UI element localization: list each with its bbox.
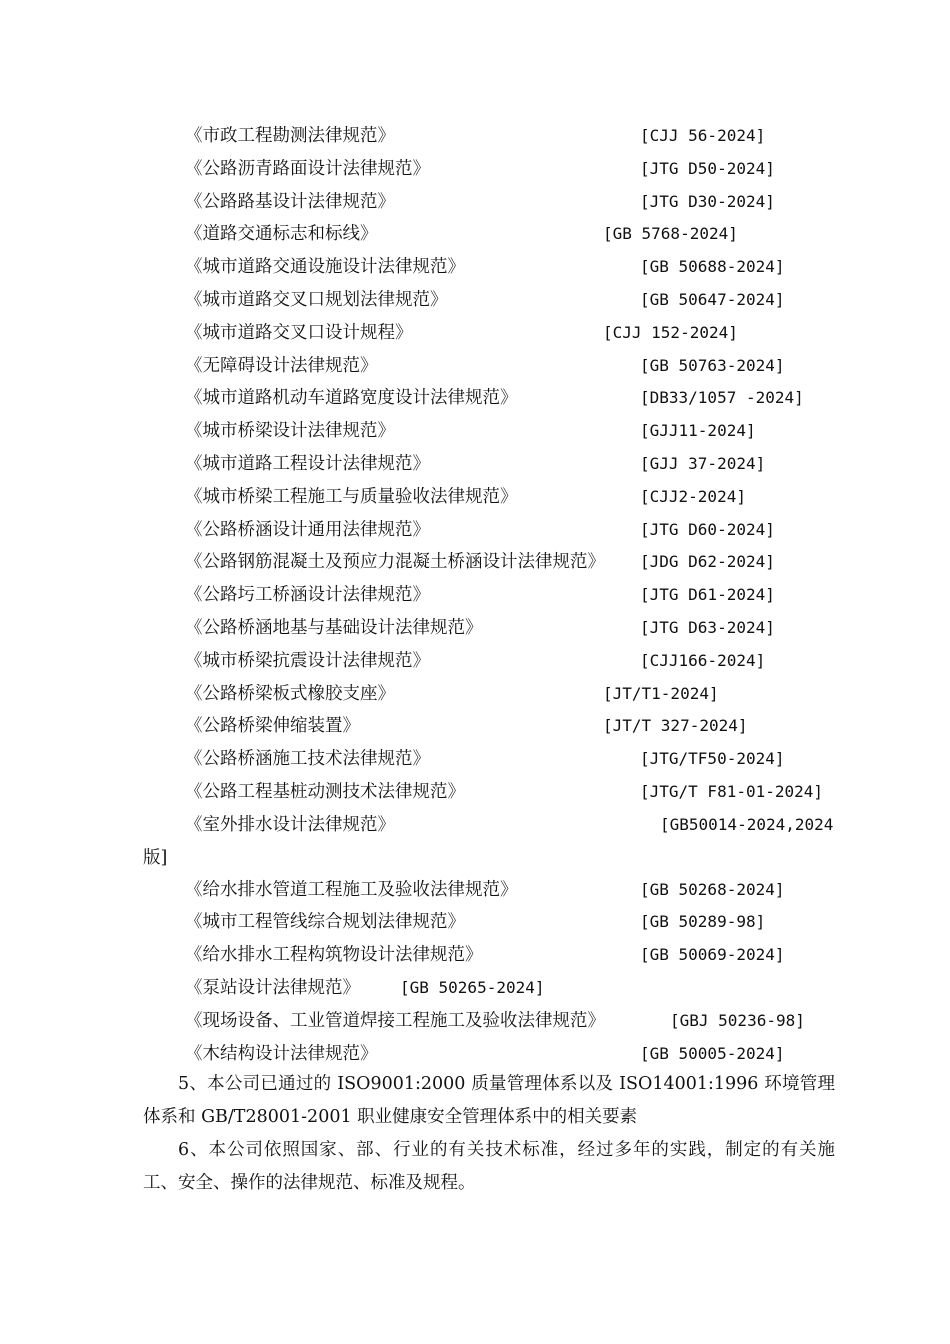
standard-code: [CJJ 152-2024]: [603, 322, 738, 342]
standard-code: [GB 50069-2024]: [640, 945, 785, 965]
standard-row: [0, 481, 950, 514]
standard-row: [0, 776, 950, 809]
standard-code: [JTG D63-2024]: [640, 617, 775, 637]
standard-code: [GB 50763-2024]: [640, 355, 785, 375]
standard-code: [JTG/TF50-2024]: [640, 749, 785, 769]
standard-title: 《现场设备、工业管道焊接工程施工及验收法律规范》: [185, 1010, 605, 1031]
standard-title: 《公路工程基桩动测技术法律规范》: [185, 781, 465, 802]
standard-code: [JT/T 327-2024]: [603, 716, 748, 736]
standard-title: 《公路路基设计法律规范》: [185, 191, 395, 212]
standard-code: [JTG D30-2024]: [640, 191, 775, 211]
standard-code: [DB33/1057 -2024]: [640, 388, 804, 408]
standard-row: [0, 874, 950, 907]
standard-row: [0, 153, 950, 186]
standard-code: [CJJ 56-2024]: [640, 126, 766, 145]
standard-row: [0, 415, 950, 448]
paragraph-5: 5、本公司已通过的 ISO9001:2000 质量管理体系以及 ISO14001:1996 环境管理体系和 GB/T28001-2001 职业健康安全管理体系中的相关要素: [143, 1074, 835, 1127]
standard-row: [0, 350, 950, 383]
standard-code: [CJJ2-2024]: [640, 486, 746, 506]
standard-row: [0, 120, 950, 153]
standard-code: [JDG D62-2024]: [640, 552, 775, 572]
standard-title: 《给水排水工程构筑物设计法律规范》: [185, 945, 483, 966]
standard-row: [0, 1038, 950, 1071]
standard-row: [0, 251, 950, 284]
paragraph-6: 6、本公司依照国家、部、行业的有关技术标准，经过多年的实践，制定的有关施工、安全、操作的法律规范、标准及规程。: [143, 1140, 835, 1193]
standard-code: [CJJ166-2024]: [640, 650, 766, 670]
standard-code-continuation: [0, 842, 950, 874]
standard-code: [GBJ 50236-98]: [670, 1010, 805, 1030]
standard-title: 《城市桥梁工程施工与质量验收法律规范》: [185, 486, 518, 507]
standard-title: 《公路桥涵设计通用法律规范》: [185, 519, 430, 540]
standard-row: [0, 612, 950, 645]
standard-code-wrap: 版]: [143, 847, 168, 868]
standard-title: 《公路桥涵施工技术法律规范》: [185, 749, 430, 770]
standard-title: 《公路桥梁板式橡胶支座》: [185, 683, 395, 704]
standard-code: [JT/T1-2024]: [603, 683, 719, 703]
standard-title: 《室外排水设计法律规范》: [185, 814, 395, 835]
standard-row: [0, 809, 950, 842]
standard-title: 《市政工程勘测法律规范》: [185, 126, 395, 146]
standard-row: [0, 317, 950, 350]
standard-row: [0, 1005, 950, 1038]
standard-title: 《给水排水管道工程施工及验收法律规范》: [185, 879, 518, 900]
standard-title: 《城市桥梁抗震设计法律规范》: [185, 650, 430, 671]
standard-title: 《公路桥涵地基与基础设计法律规范》: [185, 617, 483, 638]
standard-code: [GB 50289-98]: [640, 912, 766, 932]
standard-title: 《公路沥青路面设计法律规范》: [185, 158, 430, 179]
standard-title: 《无障碍设计法律规范》: [185, 355, 378, 376]
standard-code: [GB 50647-2024]: [640, 289, 785, 309]
standard-row: [0, 939, 950, 972]
standard-title: 《木结构设计法律规范》: [185, 1043, 378, 1064]
standard-code: [GB 50688-2024]: [640, 257, 785, 277]
standard-row: [0, 906, 950, 939]
standard-row: [0, 218, 950, 251]
standard-row: [0, 678, 950, 711]
standard-row: [0, 186, 950, 219]
standard-title: 《泵站设计法律规范》: [185, 977, 360, 998]
standard-title: 《公路桥梁伸缩装置》: [185, 716, 360, 737]
standard-title: 《道路交通标志和标线》: [185, 224, 378, 245]
standard-row: [0, 514, 950, 547]
standard-row: [0, 579, 950, 612]
standards-list: [0, 120, 950, 1070]
standard-code: [GJJ11-2024]: [640, 421, 756, 441]
standard-row: [0, 448, 950, 481]
standard-title: 《城市道路交叉口设计规程》: [185, 322, 413, 343]
standard-code: [JTG D50-2024]: [640, 158, 775, 178]
standard-title: 《城市道路机动车道路宽度设计法律规范》: [185, 388, 518, 409]
standard-row: [0, 972, 950, 1005]
standard-title: 《公路圬工桥涵设计法律规范》: [185, 585, 430, 606]
standard-title: 《城市道路交通设施设计法律规范》: [185, 257, 465, 278]
standard-row: [0, 645, 950, 678]
standard-code: [JTG/T F81-01-2024]: [640, 781, 824, 801]
standard-row: [0, 284, 950, 317]
standard-title: 《城市桥梁设计法律规范》: [185, 421, 395, 442]
standard-title: 《城市道路工程设计法律规范》: [185, 453, 430, 474]
standard-row: [0, 546, 950, 579]
standard-title: 《城市道路交叉口规划法律规范》: [185, 289, 448, 310]
standard-code: [GJJ 37-2024]: [640, 453, 766, 473]
standard-code: [GB 5768-2024]: [603, 224, 738, 244]
standard-row: [0, 710, 950, 743]
standard-code: [JTG D60-2024]: [640, 519, 775, 539]
standard-code: [GB 50265-2024]: [400, 977, 545, 997]
standard-code: [GB 50268-2024]: [640, 879, 785, 899]
standard-title: 《城市工程管线综合规划法律规范》: [185, 912, 465, 933]
standard-title: 《公路钢筋混凝土及预应力混凝土桥涵设计法律规范》: [185, 552, 605, 573]
standard-row: [0, 743, 950, 776]
standard-code: [JTG D61-2024]: [640, 585, 775, 605]
standard-code: [GB 50005-2024]: [640, 1043, 785, 1063]
standard-row: [0, 382, 950, 415]
standard-code: [GB50014-2024,2024: [660, 814, 834, 834]
